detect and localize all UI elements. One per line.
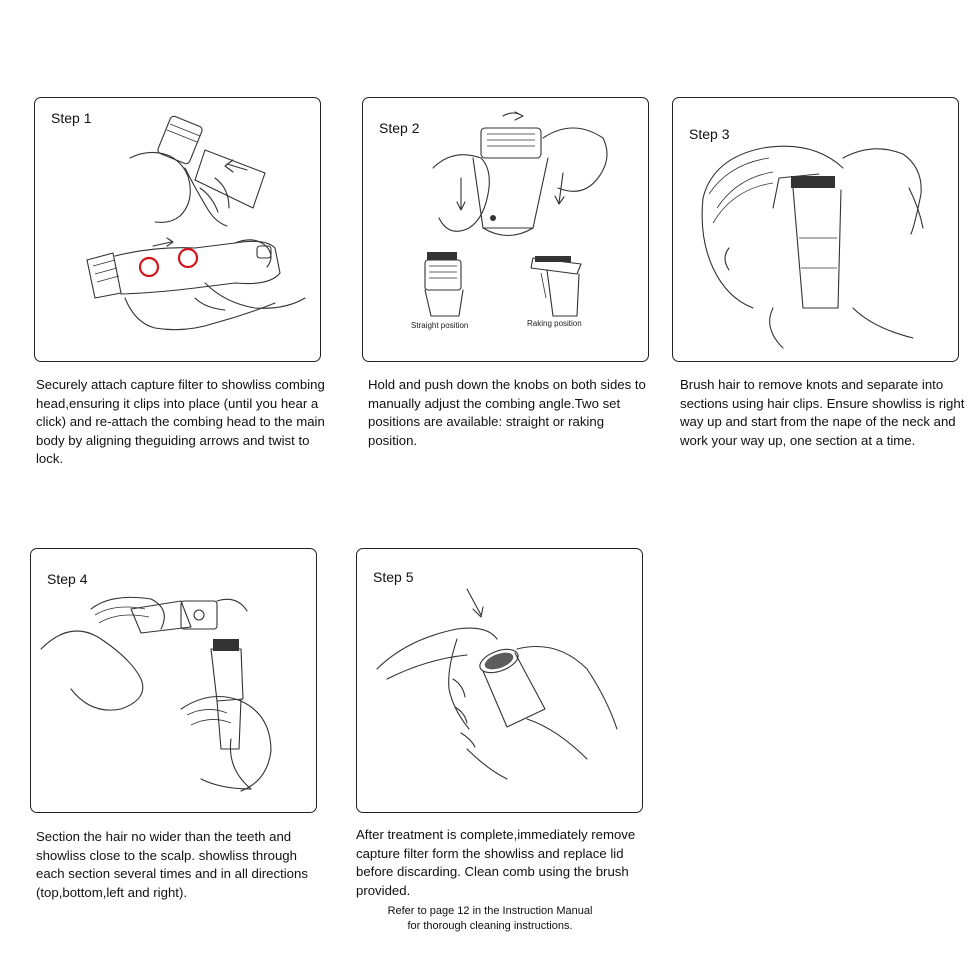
step-3-label: Step 3 <box>689 126 730 142</box>
comb-through-hair-icon <box>41 597 271 791</box>
brush-hair-icon <box>702 146 923 348</box>
step-2-label: Step 2 <box>379 120 420 136</box>
hand-attach-filter-icon <box>130 115 265 226</box>
step-5-panel <box>356 548 643 813</box>
remove-filter-icon <box>377 589 617 779</box>
note-line-2: for thorough cleaning instructions. <box>407 920 573 932</box>
straight-position-label: Straight position <box>411 321 469 330</box>
step-1-caption: Securely attach capture filter to showliss combing head,ensuring it clips into place (until you hear a click) and re-attach the combing head to the main body by aligning theguiding arrows and twist to lock. <box>36 377 325 467</box>
step-4-caption: Section the hair no wider than the teeth and showliss close to the scalp. showliss through each section several times and in all directions (top,bottom,left and right). <box>36 829 308 900</box>
step-5-label: Step 5 <box>373 569 414 585</box>
note-line-1: Refer to page 12 in the Instruction Manual <box>387 905 593 917</box>
cleaning-reference-note <box>360 904 620 934</box>
step-1-panel <box>34 97 321 362</box>
step-2-panel <box>362 97 649 362</box>
raking-position-icon <box>531 256 581 316</box>
straight-position-icon <box>425 252 463 316</box>
step-4-panel <box>30 548 317 813</box>
step-5-illustration <box>357 549 643 813</box>
step-4-label: Step 4 <box>47 571 88 587</box>
step-3-panel <box>672 97 959 362</box>
step-1-illustration <box>35 98 321 362</box>
step-5-caption: After treatment is complete,immediately remove capture filter form the showliss and replace lid before discarding. Clean comb using the brush provided. <box>356 827 636 898</box>
step-4-illustration <box>31 549 317 813</box>
twist-lock-icon <box>87 238 305 330</box>
step-1-label: Step 1 <box>51 110 92 126</box>
adjust-knobs-icon <box>433 112 607 236</box>
raking-position-label: Raking position <box>527 319 582 328</box>
step-2-caption: Hold and push down the knobs on both sides to manually adjust the combing angle.Two set positions are available: straight or raking position. <box>368 377 646 448</box>
step-2-illustration <box>363 98 649 362</box>
step-3-illustration <box>673 98 959 362</box>
step-3-caption: Brush hair to remove knots and separate into sections using hair clips. Ensure showliss is right way up and start from the nape of the neck and work your way up, one section at a time. <box>680 377 965 448</box>
